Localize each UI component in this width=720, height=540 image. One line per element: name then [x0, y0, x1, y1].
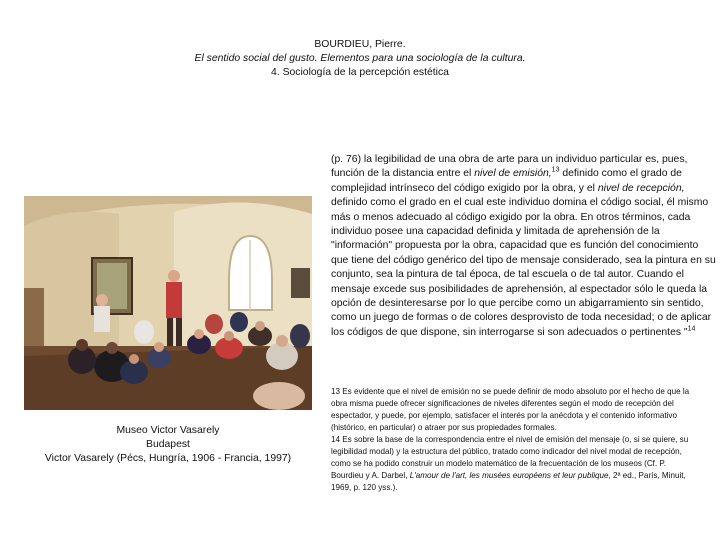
- header-chapter: 4. Sociología de la percepción estética: [271, 67, 449, 78]
- term-nivel-emision: nivel de emisión,: [474, 168, 552, 180]
- text-segment: definido como el grado en el cual este individuo domina el código social, él mismo más o menos adecuado al código exigido por la obra. En otros términos, cada individuo posee una capacidad definida y limitada de aprehensión de la "información" propuesta por la obra, capacidad que es función del conocimiento que tiene del código genérico del tipo de mensaje considerado, sea la pintura en su conjunto, sea la pintura de tal época, de tal escuela o de tal autor. Cuando el mensaje excede sus posibilidades de aprehensión, al espectador sólo le queda la opción de desinteresarse por lo que percibe como un abigarramiento sin sentido, como un juego de formas o de colores desprovisto de toda necesidad; o de aplicar los códigos de que dispone, sin interrogarse si son adecuados o pertinentes ": [331, 197, 716, 338]
- term-nivel-recepcion: nivel de recepción,: [597, 182, 685, 194]
- museum-photo-drawing: [24, 196, 312, 410]
- header-subtitle: El sentido social del gusto. Elementos para una sociología de la cultura.: [194, 53, 526, 64]
- footnotes: [331, 386, 697, 494]
- caption-artist: Victor Vasarely (Pécs, Hungría, 1906 - Francia, 1997): [44, 453, 292, 464]
- footnote-14-title: L'amour de l'art, les musées européens et leur publique: [409, 471, 609, 480]
- text-segment: definido como el grado de complejidad intrínseco del código exigido por la obra, y el: [331, 168, 682, 194]
- caption-museum: Museo Victor Vasarely: [116, 425, 220, 436]
- footnote-ref-13: 13: [551, 166, 560, 174]
- footnote-14: [331, 434, 697, 494]
- photo-caption: [24, 424, 312, 466]
- footnote-13: 13 Es evidente que el nivel de emisión no se puede definir de modo absoluto por el hecho de que la obra misma puede ofrecer significaciones de niveles diferentes según el modo de recepción del espectador, y puede, por ejemplo, satisfacer el interés por la anécdota y el contenido informativo (histórico, en particular) o atraer por sus propiedades formales.: [331, 387, 690, 432]
- header-author: BOURDIEU, Pierre.: [314, 39, 406, 50]
- main-paragraph: [331, 153, 717, 340]
- text-segment: (p. 76) la legibilidad de una obra de arte para un individuo particular es, pues, función de la distancia entre el: [331, 154, 688, 180]
- footnote-ref-14: 14: [687, 325, 696, 333]
- footnote-14-text: 14 Es sobre la base de la correspondencia entre el nivel de emisión del mensaje (o, si se quiere, su legibilidad modal) y la estructura del público, tratado como indicador del nivel modal de recepción, como se ha podido construir un modelo matemático de la frecuentación de los museos (Cf. P. Bourdieu y A. Darbel,: [331, 435, 689, 480]
- footnote-14-ref: , 2ª ed., París, Minuit, 1969, p. 120 yss.).: [331, 471, 686, 492]
- museum-photo: [24, 196, 312, 410]
- page-header: [0, 38, 720, 80]
- caption-city: Budapest: [146, 439, 190, 450]
